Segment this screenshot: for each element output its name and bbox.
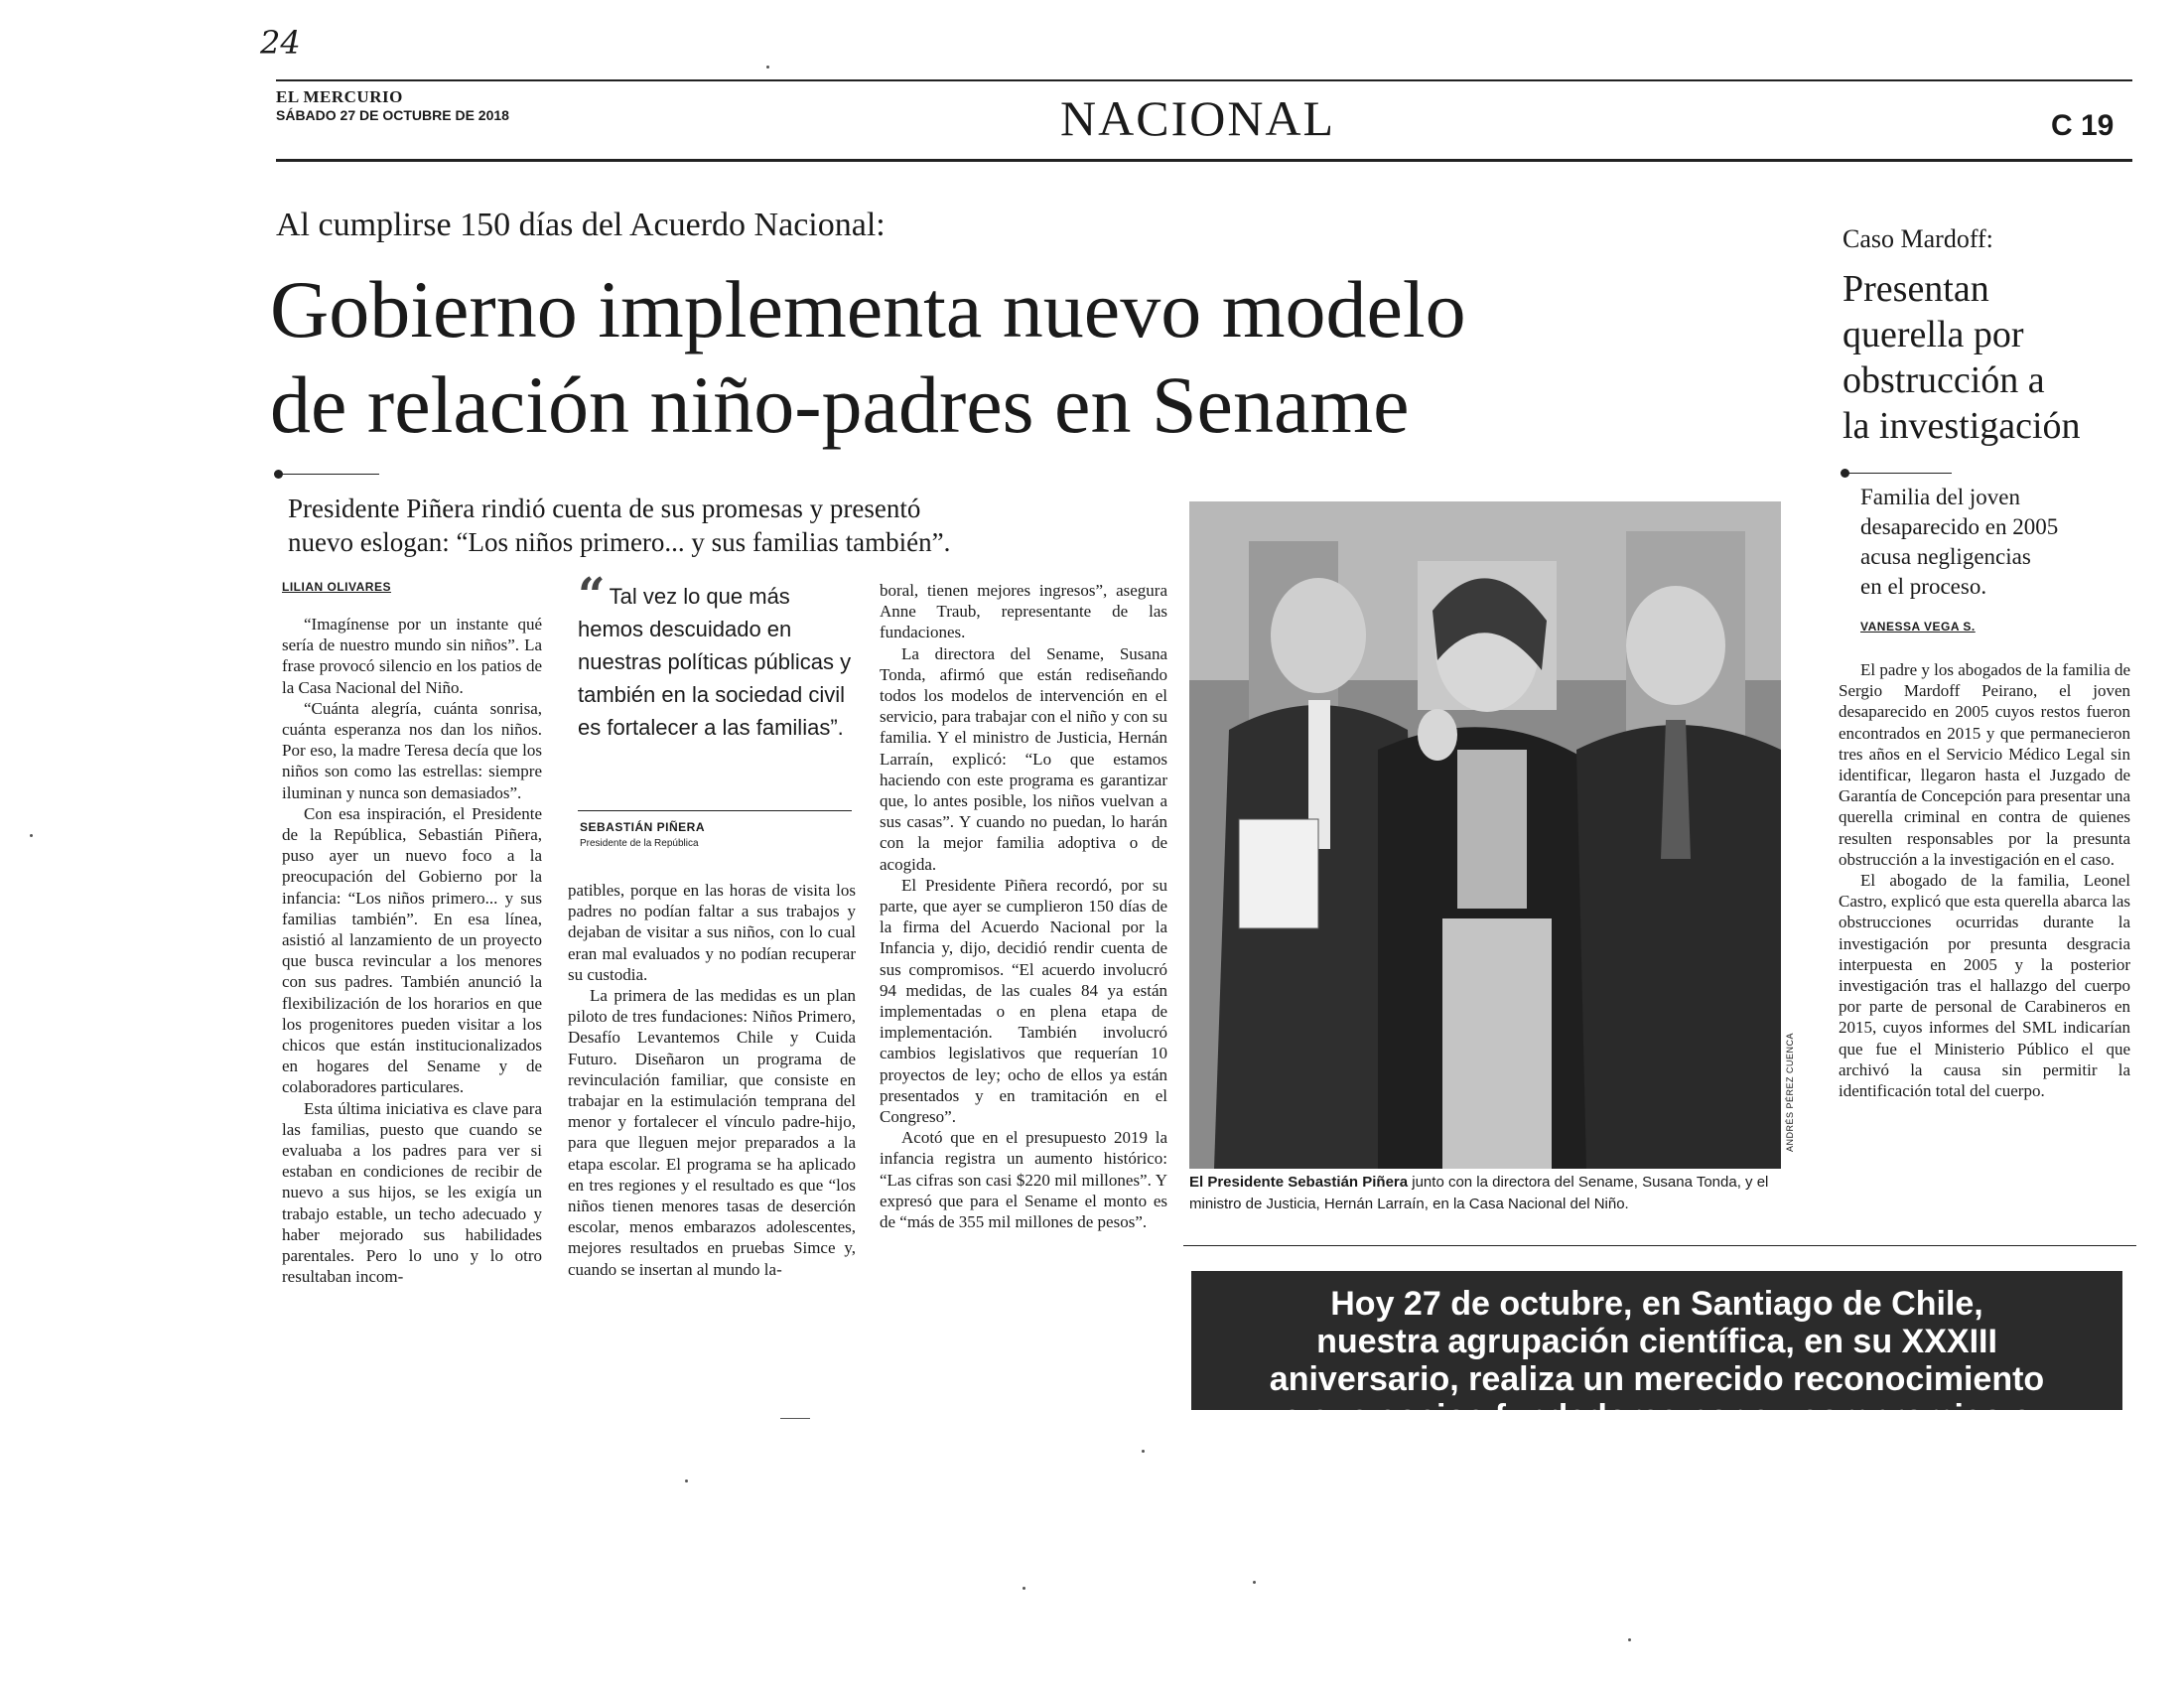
pull-quote — [578, 568, 854, 744]
scan-speck — [1023, 1587, 1025, 1590]
newspaper-name: EL MERCURIO — [276, 87, 403, 106]
story-headline — [270, 262, 1819, 453]
news-photo — [1189, 501, 1781, 1169]
headline-line-1: Gobierno implementa nuevo modelo — [270, 264, 1466, 354]
anniversary-banner — [1191, 1271, 2122, 1436]
side-separator-line — [1846, 473, 1952, 474]
paragraph: La directora del Sename, Susana Tonda, afirmó que están rediseñando todos los modelos de intervención en el servicio, para trabajar con el niño y con su familia. Y el ministro de Justicia, Hernán Larraín, explicó: “Lo que estamos haciendo con este programa es garantizar que, lo antes posible, los niños vuelvan a sus casas”. Y cuando no puedan, lo harán con la mejor familia adoptiva o de acogida. — [880, 643, 1167, 874]
paragraph: patibles, porque en las horas de visita los padres no podían faltar a sus trabajos y dejaban de visitar a sus niños, con lo cual eran mal evaluados y no podían recuperar su custodia. — [568, 881, 856, 984]
quote-text: Tal vez lo que más hemos descuidado en nuestras políticas públicas y también en la sociedad civil es fortalecer a las familias”. — [578, 584, 852, 740]
handwritten-page-number: 24 — [260, 24, 301, 62]
side-headline — [1843, 266, 2160, 449]
scan-speck — [685, 1480, 688, 1482]
paragraph: El padre y los abogados de la familia de Sergio Mardoff Peirano, el joven desaparecido en 2005 cuyos restos fueron encontrados en 2015 y que permanecieron tres años en el Servicio Médico Legal sin identificar, llegaron hasta el Juzgado de Garantía de Concepción para presentar una querella criminal en contra de quienes resulten responsables por la presunta obstrucción a la investigación en el caso. — [1839, 660, 2130, 869]
deck-line-1: Presidente Piñera rindió cuenta de sus promesas y presentó — [288, 494, 921, 523]
side-deck-line: Familia del joven — [1860, 485, 2020, 509]
side-headline-line: Presentan — [1843, 268, 1989, 310]
side-body — [1839, 659, 2130, 1101]
side-kicker: Caso Mardoff: — [1843, 224, 1993, 253]
paragraph: El abogado de la familia, Leonel Castro, explicó que esta querella abarca las obstrucciones ocurridas durante la investigación por presunta desgracia interpuesta en 2005 y la posterior investigación tras el hallazgo del cuerpo por parte de personal de Carabineros en 2015, cuyos informes del SML indicarían que fue el Ministerio Público el que archivó la causa sin permitir la identificación total del cuerpo. — [1839, 871, 2130, 1101]
side-deck-line: acusa negligencias — [1860, 544, 2031, 569]
deck-line-2: nuevo eslogan: “Los niños primero... y sus familias también”. — [288, 527, 951, 557]
caption-bold: El Presidente Sebastián Piñera — [1189, 1174, 1409, 1191]
story-deck — [288, 492, 1181, 559]
paragraph: Con esa inspiración, el Presidente de la República, Sebastián Piñera, puso ayer un nuevo foco a la preocupación del Gobierno por la infancia: “Los niños primero... y sus familias también”. En esa línea, asistió al lanzamiento de un proyecto que busca revincular a los menores con sus padres. También anunció la flexibilización de los horarios en que los progenitores pueden visitar a los chicos que están institucionalizados en hogares del Sename y de colaboradores particulares. — [282, 803, 542, 1097]
side-headline-line: querella por — [1843, 314, 2024, 355]
paragraph: boral, tienen mejores ingresos”, asegura Anne Traub, representante de las fundaciones. — [880, 581, 1167, 642]
page-number: C 19 — [2051, 109, 2115, 142]
caption-text: junto con la directora del Sename, Susana Tonda, y el ministro de Justicia, Hernán Larraín, en la Casa Nacional del Niño. — [1189, 1174, 1769, 1212]
section-title: NACIONAL — [1060, 90, 1336, 146]
story-column-3 — [880, 580, 1167, 1232]
paragraph: La primera de las medidas es un plan piloto de tres fundaciones: Niños Primero, Desafío Levantemos Chile y Cuida Futuro. Diseñaron un programa de revinculación familiar, que consiste en trabajar en la estimulación temprana del menor y fortalecer el vínculo padre-hijo, para que lleguen mejor preparados a la etapa escolar. El programa se ha aplicado en tres regiones y el resultado es que “los niños tienen menores tasas de deserción escolar, menos embarazos adolescentes, mejores resultados en pruebas Simce y, cuando se insertan al mundo la- — [568, 986, 856, 1279]
paragraph: Esta última iniciativa es clave para las familias, puesto que cuando se evaluaba a los padres para ver si estaban en condiciones de recibir de nuevo a sus hijos, se les exigía un trabajo estable, un techo adecuado y haber mejorado sus habilidades parentales. Pero lo uno y lo otro resultaban incom- — [282, 1098, 542, 1287]
banner-line-1: Hoy 27 de octubre, en Santiago de Chile, — [1330, 1285, 1983, 1323]
scan-speck — [766, 66, 769, 69]
paragraph: “Imagínense por un instante qué sería de nuestro mundo sin niños”. La frase provocó silencio en los patios de la Casa Nacional del Niño. — [282, 615, 542, 697]
banner-line-2: nuestra agrupación científica, en su XXXIII — [1316, 1323, 1997, 1360]
photo-caption — [1189, 1172, 1805, 1215]
side-deck-line: en el proceso. — [1860, 574, 1987, 599]
side-headline-line: obstrucción a — [1843, 359, 2045, 401]
masthead-rule — [276, 159, 2132, 162]
paragraph: Acotó que en el presupuesto 2019 la infancia registra un aumento histórico: “Las cifras son casi $220 mil millones”. Y expresó que para el Sename el monto es de “más de 355 mil millones de pesos”. — [880, 1128, 1167, 1232]
story-column-2 — [568, 880, 856, 1280]
scan-speck — [1142, 1450, 1145, 1453]
quote-mark-icon: “ — [578, 568, 606, 624]
side-byline: VANESSA VEGA S. — [1860, 620, 1976, 634]
story-column-1 — [282, 614, 542, 1288]
story-byline: LILIAN OLIVARES — [282, 580, 391, 594]
scan-speck — [30, 834, 33, 837]
quote-author: SEBASTIÁN PIÑERA — [580, 820, 706, 834]
separator-line — [280, 474, 379, 475]
scan-speck — [1253, 1581, 1256, 1584]
quote-rule — [578, 810, 852, 811]
top-rule — [276, 79, 2132, 81]
paragraph: El Presidente Piñera recordó, por su parte, que ayer se cumplieron 150 días de la firma del Acuerdo Nacional por la Infancia y, dijo, decidió rendir cuenta de sus compromisos. “El acuerdo involucró 94 medidas, de las cuales 84 ya están implementadas o en plena etapa de implementación. También involucró cambios legislativos que requerían 10 proyectos de ley; ocho de ellos ya están presentados y en tramitación en el Congreso”. — [880, 875, 1167, 1127]
scan-mark — [780, 1418, 810, 1419]
scan-speck — [1628, 1638, 1631, 1641]
story-kicker: Al cumplirse 150 días del Acuerdo Nacional: — [276, 207, 886, 243]
quote-author-role: Presidente de la República — [580, 838, 699, 849]
banner-line-4: a sus socios fundadores por su compromiso e — [1283, 1398, 2031, 1436]
photo-credit: ANDRÉS PÉREZ CUENCA — [1785, 1033, 1795, 1153]
photo-illustration — [1189, 501, 1781, 1169]
banner-line-3: aniversario, realiza un merecido reconocimiento — [1269, 1360, 2045, 1398]
headline-line-2: de relación niño-padres en Sename — [270, 359, 1410, 450]
side-deck — [1860, 483, 2158, 602]
banner-top-rule — [1183, 1245, 2136, 1246]
paragraph: “Cuánta alegría, cuánta sonrisa, cuánta esperanza nos dan los niños. Por eso, la madre Teresa decía que los niños son como las estrellas: siempre iluminan y nunca son demasiados”. — [282, 698, 542, 802]
side-headline-line: la investigación — [1843, 405, 2081, 447]
side-deck-line: desaparecido en 2005 — [1860, 514, 2059, 539]
issue-date: SÁBADO 27 DE OCTUBRE DE 2018 — [276, 107, 509, 123]
